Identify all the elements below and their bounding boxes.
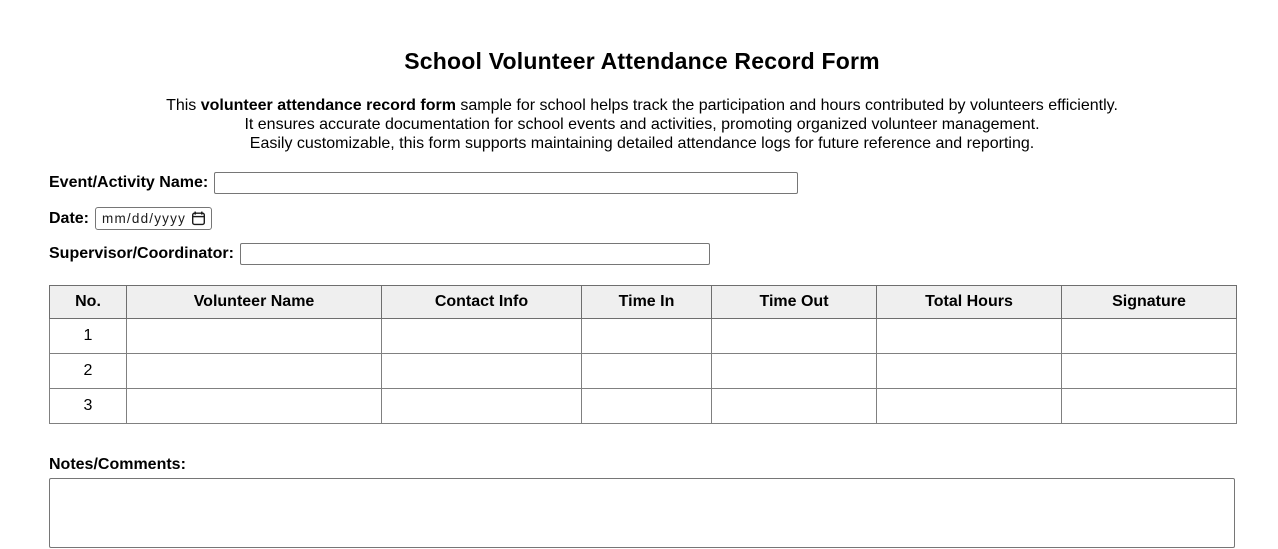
event-name-input[interactable] <box>214 172 798 194</box>
time-out-cell <box>712 389 877 424</box>
signature-cell <box>1062 319 1237 354</box>
header-volunteer-name: Volunteer Name <box>127 286 382 319</box>
contact-info-cell <box>382 319 582 354</box>
volunteer-name-cell <box>127 319 382 354</box>
table-row <box>50 389 1237 424</box>
form-description <box>49 96 1235 153</box>
date-placeholder: mm/dd/yyyy <box>102 211 187 226</box>
header-no: No. <box>50 286 127 319</box>
date-label: Date: <box>49 209 90 227</box>
description-line1-suffix: sample for school helps track the participation and hours contributed by volunteers efficiently. <box>455 97 1118 114</box>
volunteer-attendance-form <box>0 48 1278 548</box>
description-line2: It ensures accurate documentation for school events and activities, promoting organized volunteer management. <box>244 116 1040 133</box>
total-hours-cell <box>877 354 1062 389</box>
description-line3: Easily customizable, this form supports maintaining detailed attendance logs for future reference and reporting. <box>249 135 1035 152</box>
supervisor-field <box>49 243 1235 265</box>
total-hours-cell <box>877 389 1062 424</box>
table-row <box>50 354 1237 389</box>
header-contact-info: Contact Info <box>382 286 582 319</box>
contact-info-cell <box>382 389 582 424</box>
contact-info-cell <box>382 354 582 389</box>
date-input[interactable] <box>95 207 212 230</box>
header-signature: Signature <box>1062 286 1237 319</box>
total-hours-cell <box>877 319 1062 354</box>
date-field <box>49 207 1235 230</box>
signature-cell <box>1062 389 1237 424</box>
time-out-cell <box>712 354 877 389</box>
table-row <box>50 319 1237 354</box>
table-header-row <box>50 286 1237 319</box>
calendar-icon[interactable] <box>191 211 206 226</box>
time-in-cell <box>582 319 712 354</box>
volunteer-name-cell <box>127 354 382 389</box>
header-total-hours: Total Hours <box>877 286 1062 319</box>
notes-textarea[interactable] <box>49 478 1235 548</box>
supervisor-input[interactable] <box>240 243 710 265</box>
page-title: School Volunteer Attendance Record Form <box>404 48 880 74</box>
row-number-cell: 3 <box>50 389 127 424</box>
header-time-in: Time In <box>582 286 712 319</box>
notes-label: Notes/Comments: <box>49 456 186 473</box>
signature-cell <box>1062 354 1237 389</box>
attendance-table <box>49 285 1237 424</box>
event-name-label: Event/Activity Name: <box>49 174 209 191</box>
description-line1-prefix: This <box>166 97 201 114</box>
row-number-cell: 2 <box>50 354 127 389</box>
event-name-field <box>49 172 1235 194</box>
time-in-cell <box>582 389 712 424</box>
header-time-out: Time Out <box>712 286 877 319</box>
time-out-cell <box>712 319 877 354</box>
description-line1-bold: volunteer attendance record form <box>200 97 456 114</box>
supervisor-label: Supervisor/Coordinator: <box>49 245 234 262</box>
time-in-cell <box>582 354 712 389</box>
row-number-cell: 1 <box>50 319 127 354</box>
volunteer-name-cell <box>127 389 382 424</box>
